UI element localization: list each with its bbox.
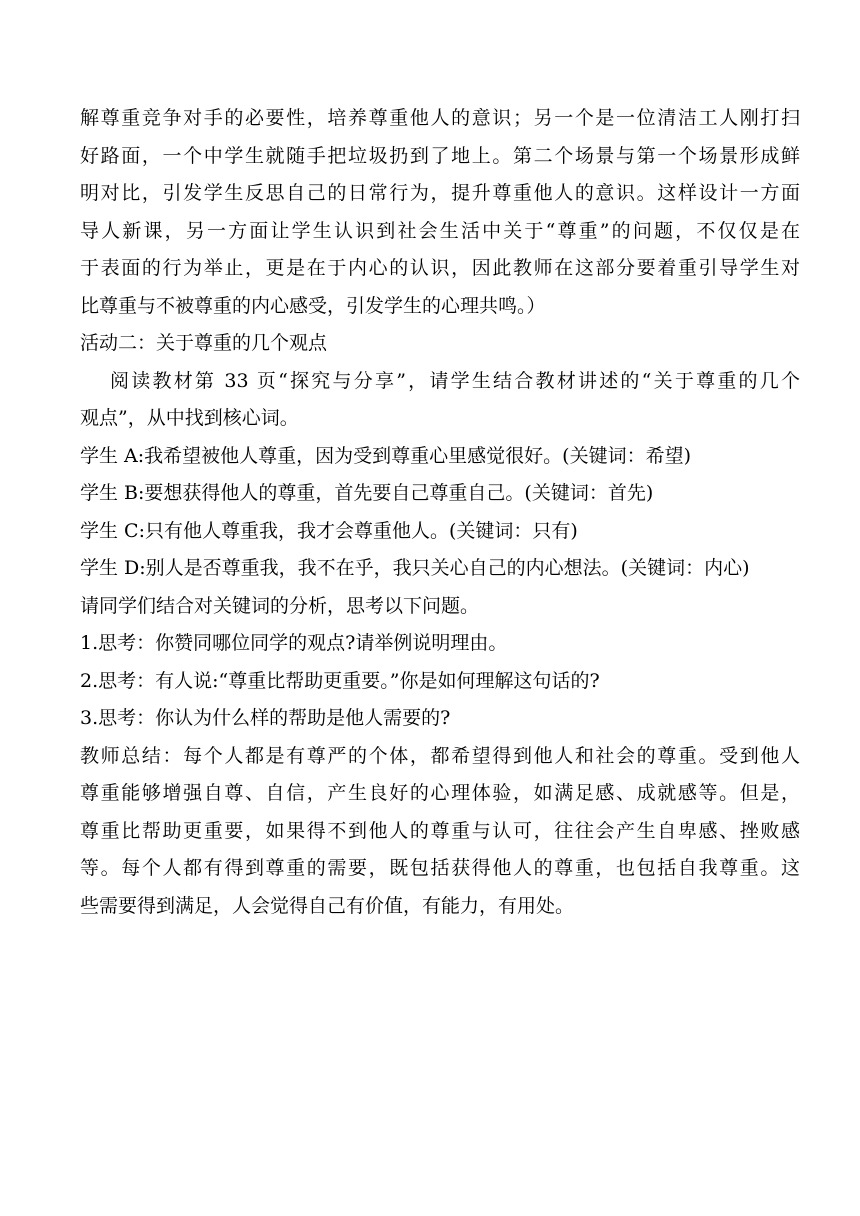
student-viewpoint: 学生 B:要想获得他人的尊重，首先要自己尊重自己。(关键词：首先) (80, 482, 654, 504)
text-line: 等。每个人都有得到尊重的需要，既包括获得他人的尊重，也包括自我尊重。这 (80, 857, 800, 879)
text-line: 阅读教材第 33 页“探究与分享”，请学生结合教材讲述的“关于尊重的几个 (110, 369, 800, 392)
student-viewpoint: 学生 A:我希望被他人尊重，因为受到尊重心里感觉很好。(关键词：希望) (80, 444, 691, 467)
question-item: 3.思考：你认为什么样的帮助是他人需要的? (80, 707, 451, 729)
text-line: 教师总结：每个人都是有尊严的个体，都希望得到他人和社会的尊重。受到他人 (80, 744, 800, 767)
question-item: 2.思考：有人说:“尊重比帮助更重要。”你是如何理解这句话的? (80, 669, 600, 692)
discussion-prompt: 请同学们结合对关键词的分析，思考以下问题。 (80, 594, 480, 617)
text-line: 观点”，从中找到核心词。 (80, 407, 299, 429)
text-line: 好路面，一个中学生就随手把垃圾扔到了地上。第二个场景与第一个场景形成鲜 (80, 144, 800, 167)
text-line: 明对比，引发学生反思自己的日常行为，提升尊重他人的意识。这样设计一方面 (80, 182, 800, 204)
activity-heading: 活动二：关于尊重的几个观点 (80, 332, 328, 354)
question-list (80, 625, 800, 738)
text-line: 尊重能够增强自尊、自信，产生良好的心理体验，如满足感、成就感等。但是， (80, 782, 800, 804)
document-page (80, 100, 800, 925)
question-item: 1.思考：你赞同哪位同学的观点?请举例说明理由。 (80, 632, 508, 654)
teacher-summary (80, 738, 800, 926)
text-line: 些需要得到满足，人会觉得自己有价值，有能力，有用处。 (80, 894, 575, 917)
student-viewpoint: 学生 D:别人是否尊重我，我不在乎，我只关心自己的内心想法。(关键词：内心) (80, 557, 750, 579)
text-line: 于表面的行为举止，更是在于内心的认识，因此教师在这部分要着重引导学生对 (80, 257, 800, 279)
reading-paragraph (80, 363, 800, 438)
text-line: 尊重比帮助更重要，如果得不到他人的尊重与认可，往往会产生自卑感、挫败感 (80, 819, 800, 842)
text-line: 比尊重与不被尊重的内心感受，引发学生的心理共鸣。） (80, 294, 546, 317)
intro-paragraph (80, 100, 800, 325)
student-viewpoints (80, 438, 800, 588)
text-line: 导人新课，另一方面让学生认识到社会生活中关于“尊重”的问题，不仅仅是在 (80, 219, 800, 242)
student-viewpoint: 学生 C:只有他人尊重我，我才会尊重他人。(关键词：只有) (80, 519, 578, 542)
text-line: 解尊重竞争对手的必要性，培养尊重他人的意识；另一个是一位清洁工人刚打扫 (80, 107, 800, 129)
